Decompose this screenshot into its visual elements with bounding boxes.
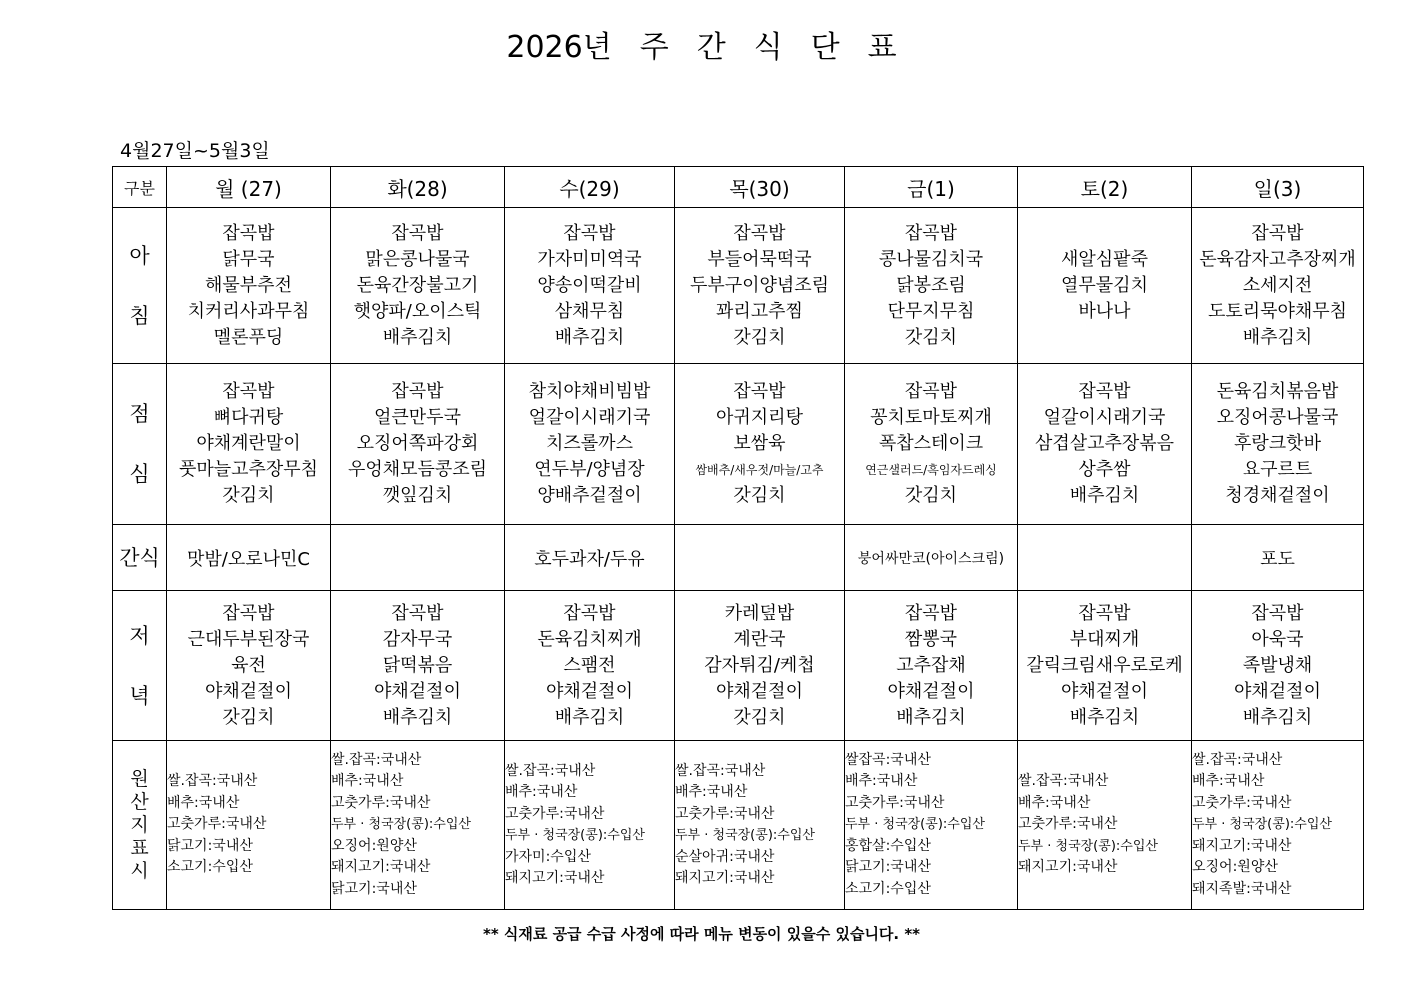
menu-item: 연두부/양념장 [534,459,645,480]
menu-item: 해물부추전 [205,274,292,296]
menu-item: 닭무국 [222,248,275,270]
menu-item: 배추김치 [554,706,625,728]
origin-item: 홍합살:수입산 [845,837,931,854]
menu-item: 뼈다귀탕 [213,407,284,428]
menu-item: 삼겹살고추장볶음 [1034,433,1175,454]
menu-item: 잡곡밥 [391,602,444,624]
origin-item: 두부 · 청국장(콩):수입산 [331,817,471,833]
origin-item: 쌀.잡곡:국내산 [331,751,422,768]
title-part: 2026년 [506,30,612,65]
menu-item: 얼큰만두국 [374,407,461,428]
snack-cell-fri: 붕어싸만코(아이스크림) [845,525,1018,591]
origin-item: 쌀.잡곡:국내산 [1018,773,1109,790]
menu-item: 청경채겉절이 [1225,485,1330,506]
origin-cell-wed [505,741,675,910]
snack-row [113,525,1364,591]
origin-item: 닭고기:국내산 [167,837,253,854]
menu-item: 배추김치 [382,706,453,728]
dinner-cell-sat [1018,591,1192,741]
menu-item: 짬뽕국 [904,628,958,650]
menu-item: 햇양파/오이스틱 [353,300,482,322]
lunch-cell-thu [675,364,845,525]
menu-item: 꽈리고추찜 [716,300,803,322]
label-char: 저 [129,623,150,648]
title-part: 단 [810,30,840,65]
origin-item: 돼지고기:국내산 [331,859,431,876]
lunch-cell-mon [167,364,331,525]
menu-item: 스팸전 [563,654,616,676]
header-day-sat: 토(2) [1018,167,1192,208]
header-day-tue: 화(28) [331,167,505,208]
menu-item: 잡곡밥 [222,222,275,244]
menu-item: 야채겉절이 [1061,680,1148,702]
breakfast-cell-fri [845,208,1018,364]
origin-item: 오징어:원양산 [1192,859,1278,876]
title-part: 간 [696,30,726,65]
menu-item: 잡곡밥 [563,222,616,244]
menu-item: 우엉채모듬콩조림 [347,459,488,480]
origin-item: 고춧가루:국내산 [675,805,775,822]
menu-item: 카레덮밥 [724,602,795,624]
dinner-label [113,591,167,741]
menu-item: 닭봉조림 [896,274,966,296]
menu-item: 야채겉절이 [1234,680,1321,702]
menu-item: 잡곡밥 [733,222,786,244]
menu-item: 감자무국 [382,628,453,650]
menu-item: 아귀지리탕 [716,407,803,428]
title-part: 주 [639,30,669,65]
label-char: 침 [129,303,150,328]
breakfast-cell-sun [1192,208,1364,364]
origin-cell-sat [1018,741,1192,910]
dinner-cell-wed [505,591,675,741]
menu-item: 갓김치 [222,706,275,728]
menu-item: 소세지전 [1242,274,1313,296]
label-char: 아 [129,243,150,268]
origin-item: 쌀.잡곡:국내산 [167,773,258,790]
origin-item: 고춧가루:국내산 [505,805,605,822]
menu-item: 배추김치 [1242,326,1313,348]
origin-cell-mon [167,741,331,910]
menu-item: 오징어쪽파강회 [356,433,479,454]
origin-item: 배추:국내산 [167,794,240,811]
menu-item: 상추쌈 [1078,459,1131,480]
breakfast-cell-tue [331,208,505,364]
origin-cell-fri [845,741,1018,910]
origin-item: 돼지고기:국내산 [505,870,605,886]
menu-item: 부대찌개 [1069,628,1140,650]
menu-item: 잡곡밥 [1251,602,1304,624]
menu-item: 감자튀김/케첩 [704,654,815,676]
origin-item: 배추:국내산 [331,773,404,790]
menu-item: 참치야채비빔밥 [528,381,651,402]
menu-item: 갈릭크림새우로로케 [1026,654,1183,676]
menu-item: 배추김치 [382,326,453,348]
menu-item: 잡곡밥 [1078,381,1131,402]
label-char: 표 [130,836,149,859]
menu-item: 오징어콩나물국 [1216,407,1339,428]
origin-item: 두부 · 청국장(콩):수입산 [1192,817,1332,833]
origin-item: 배추:국내산 [845,773,918,790]
menu-item: 양송이떡갈비 [537,274,642,296]
menu-item: 갓김치 [222,485,275,506]
menu-item: 근대두부된장국 [187,628,310,650]
origin-item: 소고기:수입산 [845,880,931,897]
menu-item: 갓김치 [904,485,958,506]
menu-item: 배추김치 [1242,706,1313,728]
menu-item: 바나나 [1078,300,1131,322]
dinner-cell-sun [1192,591,1364,741]
snack-label: 간식 [113,525,167,591]
label-char: 원 [130,767,149,790]
menu-item: 잡곡밥 [391,222,444,244]
menu-item: 콩나물김치국 [878,248,984,270]
origin-item: 돼지족발:국내산 [1192,880,1292,897]
menu-item: 잡곡밥 [222,602,275,624]
header-day-fri: 금(1) [845,167,1018,208]
breakfast-row [113,208,1364,364]
origin-item: 두부 · 청국장(콩):수입산 [845,817,985,833]
header-day-wed: 수(29) [505,167,675,208]
header-gubun: 구분 [113,167,167,208]
origin-item: 순살아귀:국내산 [675,848,775,865]
origin-item: 쌀.잡곡:국내산 [505,762,596,779]
origin-item: 고춧가루:국내산 [1018,816,1118,833]
menu-item: 돈육감자고추장찌개 [1199,248,1356,270]
origin-item: 돼지고기:국내산 [1018,859,1118,876]
weekly-menu-table [112,166,1364,910]
origin-item: 배추:국내산 [1192,773,1265,790]
menu-item: 연근샐러드/흑임자드레싱 [865,463,997,477]
origin-item: 배추:국내산 [505,784,578,800]
lunch-cell-sun [1192,364,1364,525]
dinner-cell-mon [167,591,331,741]
dinner-cell-thu [675,591,845,741]
menu-item: 삼채무침 [554,300,625,322]
label-char: 점 [129,402,150,426]
menu-item: 잡곡밥 [222,381,275,402]
menu-item: 배추김치 [554,326,625,348]
menu-item: 잡곡밥 [904,222,958,244]
label-char: 시 [130,859,149,882]
origin-cell-tue [331,741,505,910]
menu-item: 보쌈육 [733,433,786,454]
menu-item: 두부구이양념조림 [689,274,830,296]
breakfast-label [113,208,167,364]
breakfast-cell-thu [675,208,845,364]
origin-item: 두부 · 청국장(콩):수입산 [505,828,645,843]
lunch-row [113,364,1364,525]
snack-cell-tue [331,525,505,591]
header-day-mon: 월 (27) [167,167,331,208]
menu-item: 멜론푸딩 [213,326,284,348]
menu-item: 폭찹스테이크 [878,433,984,454]
menu-item: 야채겉절이 [374,680,461,702]
menu-item: 갓김치 [733,485,786,506]
menu-item: 부들어묵떡국 [707,248,812,270]
menu-item: 얼갈이시래기국 [1043,407,1166,428]
menu-item: 열무물김치 [1061,274,1148,296]
menu-item: 양배추겉절이 [537,485,642,506]
menu-item: 계란국 [733,628,786,650]
lunch-cell-sat [1018,364,1192,525]
origin-item: 쌀잡곡:국내산 [845,751,931,768]
origin-item: 두부 · 청국장(콩):수입산 [675,828,815,843]
menu-item: 맑은콩나물국 [365,248,470,270]
origin-item: 고춧가루:국내산 [331,794,431,811]
origin-label [113,741,167,910]
label-char: 심 [129,462,150,486]
title-part: 표 [867,30,897,65]
snack-cell-thu [675,525,845,591]
menu-item: 꽁치토마토찌개 [870,407,992,428]
title-part: 식 [753,30,783,65]
origin-item: 돼지고기:국내산 [675,870,775,886]
origin-item: 쌀.잡곡:국내산 [1192,751,1283,768]
breakfast-cell-wed [505,208,675,364]
menu-item: 야채겉절이 [205,680,292,702]
origin-item: 가자미:수입산 [505,848,591,865]
menu-item: 아욱국 [1251,628,1304,650]
date-range: 4월27일~5월3일 [120,140,270,162]
header-day-sun: 일(3) [1192,167,1364,208]
menu-item: 얼갈이시래기국 [528,407,651,428]
menu-item: 돈육김치찌개 [537,628,642,650]
menu-item: 잡곡밥 [904,602,958,624]
menu-item: 잡곡밥 [1078,602,1131,624]
menu-item: 후랑크핫바 [1234,433,1321,454]
origin-cell-thu [675,741,845,910]
menu-item: 족발냉채 [1242,654,1313,676]
menu-item: 새알심팥죽 [1061,248,1148,270]
breakfast-cell-sat [1018,208,1192,364]
label-char: 산 [130,790,149,813]
snack-cell-sat [1018,525,1192,591]
menu-item: 갓김치 [733,326,786,348]
menu-item: 잡곡밥 [733,381,786,402]
menu-item: 돈육김치볶음밥 [1216,381,1339,402]
lunch-cell-tue [331,364,505,525]
origin-item: 고춧가루:국내산 [845,794,945,811]
menu-item: 고추잡채 [896,654,966,676]
menu-item: 가자미미역국 [537,248,642,270]
menu-item: 돈육간장불고기 [356,274,479,296]
origin-item: 돼지고기:국내산 [1192,837,1292,854]
lunch-cell-fri [845,364,1018,525]
origin-item: 닭고기:국내산 [331,880,417,897]
origin-item: 배추:국내산 [1018,794,1091,811]
origin-item: 쌀.잡곡:국내산 [675,762,766,779]
origin-item: 두부 · 청국장(콩):수입산 [1018,838,1158,854]
header-day-thu: 목(30) [675,167,845,208]
menu-item: 깻잎김치 [382,485,453,506]
menu-item: 배추김치 [896,706,966,728]
origin-item: 소고기:수입산 [167,859,253,876]
origin-item: 닭고기:국내산 [845,859,931,876]
origin-cell-sun [1192,741,1364,910]
origin-item: 배추:국내산 [675,784,748,800]
menu-item: 요구르트 [1242,459,1313,480]
menu-item: 잡곡밥 [1251,222,1304,244]
menu-item: 잡곡밥 [563,602,616,624]
origin-item: 오징어:원양산 [331,837,417,854]
menu-item: 갓김치 [904,326,958,348]
menu-item: 도토리묵야채무침 [1207,300,1348,322]
menu-item: 야채겉절이 [546,680,633,702]
menu-item: 단무지무침 [887,300,975,322]
menu-item: 육전 [231,654,266,676]
label-char: 지 [130,813,149,836]
dinner-cell-tue [331,591,505,741]
lunch-label [113,364,167,525]
menu-item: 쌈배추/새우젓/마늘/고추 [695,463,824,477]
menu-item: 갓김치 [733,706,786,728]
snack-cell-wed: 호두과자/두유 [505,525,675,591]
label-char: 녁 [129,683,150,708]
snack-cell-mon: 맛밤/오로나민C [167,525,331,591]
breakfast-cell-mon [167,208,331,364]
menu-item: 잡곡밥 [904,381,958,402]
menu-item: 치커리사과무침 [187,300,310,322]
header-row [113,167,1364,208]
snack-cell-sun: 포도 [1192,525,1364,591]
lunch-cell-wed [505,364,675,525]
menu-item: 야채겉절이 [887,680,975,702]
origin-row [113,741,1364,910]
dinner-row [113,591,1364,741]
menu-item: 배추김치 [1069,485,1140,506]
origin-item: 고춧가루:국내산 [1192,794,1292,811]
page-title [0,28,1403,68]
menu-item: 배추김치 [1069,706,1140,728]
notice-text: ** 식재료 공급 수급 사정에 따라 메뉴 변동이 있을수 있습니다. ** [482,925,921,943]
origin-item: 고춧가루:국내산 [167,816,267,833]
menu-item: 야채계란말이 [196,433,301,454]
menu-item: 닭떡볶음 [382,654,453,676]
menu-item: 치즈롤까스 [546,433,633,454]
menu-item: 풋마늘고추장무침 [178,459,319,480]
dinner-cell-fri [845,591,1018,741]
menu-item: 잡곡밥 [391,381,444,402]
menu-item: 야채겉절이 [716,680,803,702]
